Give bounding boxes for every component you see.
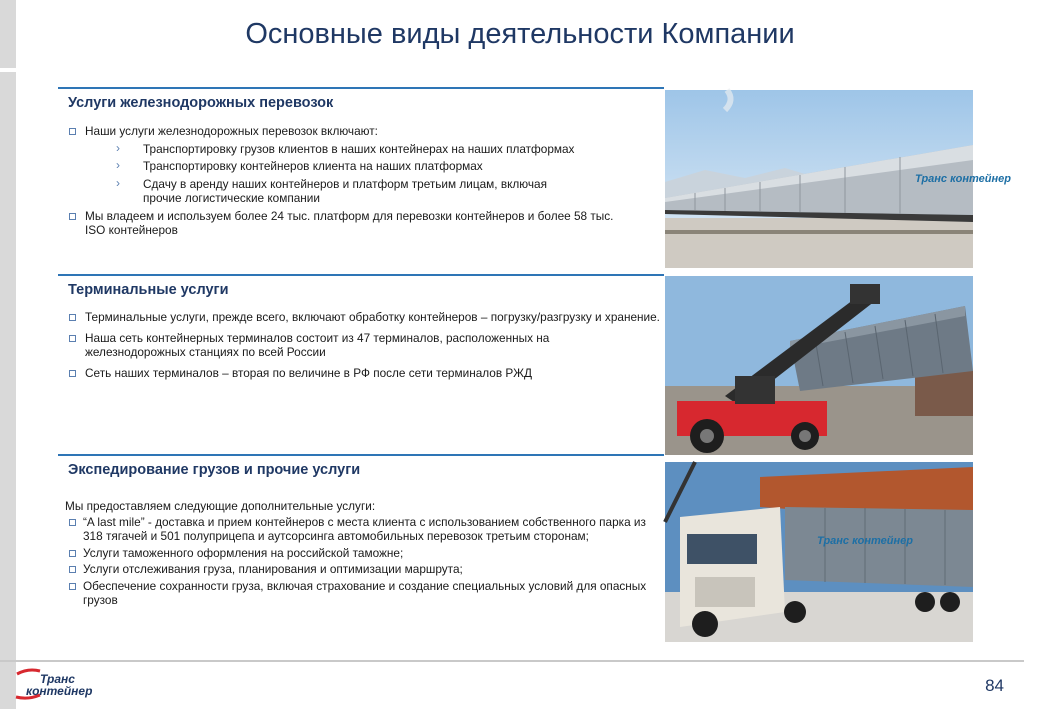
section-forwarding-services <box>58 454 664 646</box>
company-logo <box>14 668 114 700</box>
list-item: Услуги таможенного оформления на российской таможне; <box>58 546 664 561</box>
section-rail-services <box>58 87 664 274</box>
sub-list-item: › Сдачу в аренду наших контейнеров и платформ третьим лицам, включая прочие логистические компании <box>58 177 583 206</box>
list-item: Мы владеем и используем более 24 тыс. платформ для перевозки контейнеров и более 58 тыс. ISO контейнеров <box>58 209 615 238</box>
left-decorative-bar <box>0 0 16 709</box>
section-heading: Экспедирование грузов и прочие услуги <box>68 462 361 478</box>
reach-stacker-photo <box>665 276 973 455</box>
footer-divider <box>0 660 1024 662</box>
truck-photo <box>665 462 973 642</box>
train-illustration <box>665 90 1011 268</box>
truck-illustration <box>665 462 973 642</box>
bullet-list <box>58 310 664 380</box>
list-item: “A last mile” - доставка и прием контейнеров с места клиента с использованием собственного парка из 318 тягачей и 501 полуприцепа и аутсорсинга автомобильных перевозок третьим сторонам; <box>58 515 658 544</box>
section-terminal-services <box>58 274 664 456</box>
list-item: Сеть наших терминалов – вторая по величине в РФ после сети терминалов РЖД <box>58 366 664 381</box>
logo-text-line1: Транс <box>40 672 75 686</box>
bullet-list <box>58 515 664 608</box>
left-bar-gap <box>0 68 16 72</box>
section-intro: Мы предоставляем следующие дополнительные услуги: <box>65 499 376 513</box>
list-item: Услуги отслеживания груза, планирования и оптимизации маршрута; <box>58 562 664 577</box>
list-item: Обеспечение сохранности груза, включая страхование и создание специальных условий для опасных грузов <box>58 579 658 608</box>
list-item: Наши услуги железнодорожных перевозок включают: <box>58 124 664 139</box>
list-item: Терминальные услуги, прежде всего, включают обработку контейнеров – погрузку/разгрузку и хранение. <box>58 310 660 325</box>
train-photo <box>665 90 1011 268</box>
page-number: 84 <box>985 676 1004 695</box>
list-item: Наша сеть контейнерных терминалов состоит из 47 терминалов, расположенных на железнодорожных станциях по всей России <box>58 331 645 360</box>
section-heading: Услуги железнодорожных перевозок <box>68 95 334 111</box>
container-brand-text: Транс контейнер <box>817 535 913 547</box>
reach-stacker-illustration <box>665 276 973 455</box>
logo-text-line2: контейнер <box>26 684 93 698</box>
section-heading: Терминальные услуги <box>68 282 229 298</box>
transcontainer-logo-icon <box>14 668 114 700</box>
container-brand-text: Транс контейнер <box>915 173 1011 185</box>
bullet-list <box>58 124 664 238</box>
slide-title: Основные виды деятельности Компании <box>245 18 795 50</box>
sub-list-item: › Транспортировку контейнеров клиента на наших платформах <box>58 159 664 174</box>
sub-list-item: › Транспортировку грузов клиентов в наших контейнерах на наших платформах <box>58 142 664 157</box>
